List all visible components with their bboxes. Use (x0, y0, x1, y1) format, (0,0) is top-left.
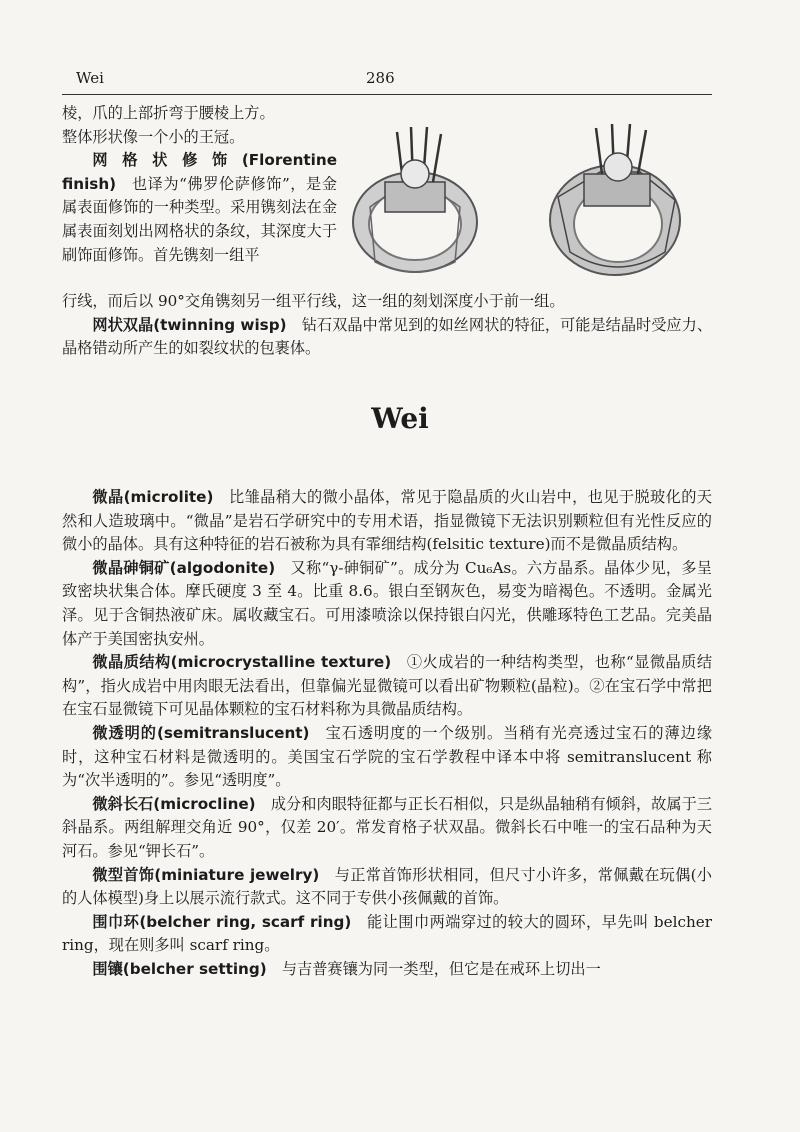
entry-term: 微透明的 (92, 723, 157, 742)
entry-term-en: (miniature jewelry) (154, 865, 320, 884)
entry-florentine-finish (62, 149, 337, 267)
entry-belcher-setting (62, 958, 712, 982)
entry-term: 网状双晶 (92, 315, 154, 334)
entry-body: 也译为“佛罗伦萨修饰”，是金属表面修饰的一种类型。采用镌刻法在金属表面刻划出网格状的条纹，其深度大于刷饰面修饰。首先镌刻一组平 (62, 174, 337, 264)
entry-term-en: (algodonite) (169, 558, 276, 577)
ring-image-left (345, 112, 495, 287)
entry-body: 与正常首饰形状相同，但尺寸小许多，常佩戴在玩偶(小的人体模型)身上以展示流行款式。这不同于专供小孩佩戴的首饰。 (62, 865, 712, 908)
entry-body: 比雏晶稍大的微小晶体，常见于隐晶质的火山岩中，也见于脱玻化的天然和人造玻璃中。“微晶”是岩石学研究中的专用术语，指显微镜下无法识别颗粒但有光性反应的微小的晶体。具有这种特征的岩石被称为具有霏细结构(felsitic texture)而不是微晶质结构。 (62, 488, 713, 554)
entry-term-en: (belcher ring, scarf ring) (139, 912, 352, 931)
entry-term: 微晶质结构 (92, 653, 171, 672)
top-left-text (62, 102, 337, 267)
entry-body: 宝石透明度的一个级别。当稍有光亮透过宝石的薄边缘时，这种宝石材料是微透明的。美国宝石学院的宝石学教程中译本中将 semitranslucent 称为“次半透明的”。参见“透明度”。 (62, 723, 713, 790)
continuation-line-1: 棱，爪的上部折弯于腰棱上方。 (62, 104, 275, 122)
entry-body: 又称“γ-砷铜矿”。成分为 Cu₆As。六方晶系。晶体少见，多呈致密块状集合体。摩氏硬度 3 至 4。比重 8.6。银白至钢灰色，易变为暗褐色。不透明。金属光泽。见于含铜热液矿床。属收藏宝石。可用漆喷涂以保持银白闪光，供雕琢特色工艺品。完美晶体产于美国密执安州。 (62, 558, 712, 648)
entry-body: 能让围巾两端穿过的较大的圆环，早先叫 belcher ring，现在则多叫 scarf ring。 (62, 912, 712, 955)
entry-term: 微斜长石 (92, 794, 154, 813)
entry-term-en: (belcher setting) (122, 959, 267, 978)
entry-body: ①火成岩的一种结构类型，也称“显微晶质结构”，指火成岩中用肉眼无法看出，但靠偏光显微镜可以看出矿物颗粒(晶粒)。②在宝石学中常把在宝石显微镜下可见晶体颗粒的宝石材料称为具微晶质结构。 (62, 653, 713, 719)
entry-term-en: (twinning wisp) (153, 315, 287, 334)
entry-term: 微型首饰 (92, 865, 155, 884)
ring-image-right (540, 112, 690, 287)
entry-term: 围巾环 (92, 912, 140, 931)
entry-belcher-ring (62, 911, 712, 958)
entry-miniature-jewelry (62, 864, 712, 911)
entry-body: 与吉普赛镶为同一类型，但它是在戒环上切出一 (281, 959, 601, 978)
top-wide-text (62, 290, 712, 361)
entry-term: 微晶砷铜矿 (92, 558, 170, 577)
entry-term: 网格状修饰 (92, 151, 242, 170)
entry-florentine-finish-continued: 行线，而后以 90°交角镌刻另一组平行线，这一组的刻划深度小于前一组。 (62, 292, 565, 310)
entry-term-en: (semitranslucent) (156, 723, 310, 742)
entry-microlite (62, 486, 712, 557)
section-title: Wei (371, 402, 429, 435)
main-entries (62, 486, 712, 981)
page-header (62, 66, 712, 95)
entry-term-en: (microcrystalline texture) (170, 653, 392, 672)
entry-term: 微晶 (92, 488, 124, 506)
entry-body: 成分和肉眼特征都与正长石相似，只是纵晶轴稍有倾斜，故属于三斜晶系。两组解理交角近 90°，仅差 20′。常发育格子状双晶。微斜长石中唯一的宝石品种为天河石。参见“钾长石”。 (62, 794, 713, 860)
entry-term-en: (Florentine finish) (62, 151, 337, 193)
header-section-label: Wei (76, 69, 104, 87)
entry-term: 围镶 (92, 959, 123, 978)
entry-semitranslucent (62, 722, 712, 793)
entry-algodonite (62, 557, 712, 651)
entry-body: 钻石双晶中常见到的如丝网状的特征，可能是结晶时受应力、晶格错动所产生的如裂纹状的包裹体。 (62, 315, 713, 358)
entry-term-en: (microcline) (153, 794, 256, 813)
entry-twinning-wisp (62, 314, 712, 361)
ring-images (345, 112, 695, 292)
continuation-line-2: 整体形状像一个小的王冠。 (62, 127, 245, 146)
entry-microcrystalline-texture (62, 651, 712, 722)
entry-term-en: (microlite) (123, 488, 214, 506)
page-number: 286 (366, 69, 395, 87)
entry-microcline (62, 793, 712, 864)
